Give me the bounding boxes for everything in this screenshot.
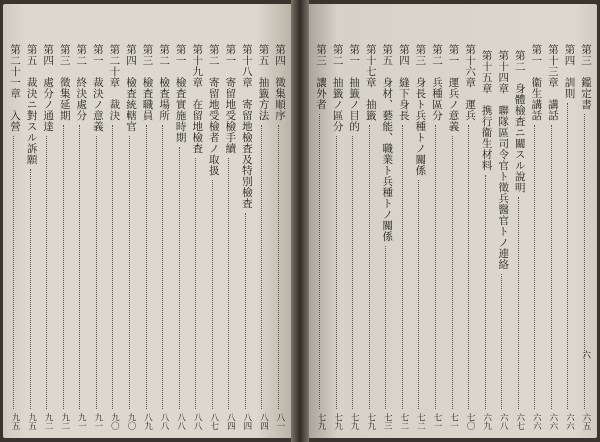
toc-leader-dots xyxy=(278,125,279,409)
toc-entry-title: 第二 抽籤ノ區分 xyxy=(331,44,344,132)
toc-entry xyxy=(462,44,477,430)
toc-entry-title: 第四 訓則 xyxy=(563,44,576,99)
toc-entry-page: 八一 xyxy=(275,413,285,430)
toc-entry-title: 第三 檢査職員 xyxy=(141,44,154,121)
toc-leader-dots xyxy=(567,103,568,409)
toc-entry-page: 六八 xyxy=(498,413,509,430)
toc-entry-title: 第三 徵集延期 xyxy=(58,44,71,121)
toc-entry-title: 第一 抽籤ノ目的 xyxy=(348,44,361,132)
toc-entry-page: 八七 xyxy=(208,413,219,430)
toc-entry-title: 第二 檢査場所 xyxy=(158,44,171,121)
toc-entry-title: 第十六章 運兵 xyxy=(464,44,477,121)
toc-entry-title: 第二十章 裁決 xyxy=(108,44,121,121)
toc-leader-dots xyxy=(584,114,585,409)
toc-leader-dots xyxy=(352,136,353,409)
toc-entry-title: 第二 兵種區分 xyxy=(430,44,443,121)
toc-entry xyxy=(106,44,121,430)
toc-entry-page: 七〇 xyxy=(465,413,476,430)
toc-leader-dots xyxy=(179,147,180,409)
toc-entry-title: 第十九章 在留地檢査 xyxy=(191,44,204,154)
toc-leader-dots xyxy=(212,180,213,409)
toc-entry xyxy=(173,44,188,430)
toc-entry-page: 六六 xyxy=(531,413,542,430)
toc-entry-page: 八八 xyxy=(192,413,203,430)
toc-leader-dots xyxy=(245,213,246,409)
toc-entry xyxy=(561,44,576,430)
toc-entry-page: 七二 xyxy=(415,413,426,430)
toc-entry-page: 九一 xyxy=(92,413,103,430)
toc-entry-page: 六七 xyxy=(514,413,525,430)
toc-entry-page: 七一 xyxy=(448,413,459,430)
toc-entry-page: 六六 xyxy=(547,413,558,430)
toc-entry xyxy=(189,44,204,430)
toc-entry xyxy=(479,44,494,430)
toc-leader-dots xyxy=(501,274,502,409)
toc-entry-title: 第一 衞生講話 xyxy=(530,44,543,121)
toc-entry-title: 第五 身材、藝能、職業ト兵種トノ關係 xyxy=(381,44,394,242)
toc-entry xyxy=(40,44,55,430)
toc-entry-page: 七二 xyxy=(398,413,409,430)
toc-entry xyxy=(24,44,39,430)
toc-entry-page: 六六 xyxy=(564,413,575,430)
toc-entry-page: 八八 xyxy=(159,413,170,430)
toc-entry-title: 第二 身體檢査ニ關スル說明 xyxy=(513,50,526,193)
toc-leader-dots xyxy=(195,158,196,409)
toc-entry xyxy=(73,44,88,430)
toc-leader-dots xyxy=(46,136,47,409)
toc-leader-dots xyxy=(435,125,436,409)
toc-entry-page: 九〇 xyxy=(109,413,120,430)
toc-entry-page: 七九 xyxy=(365,413,376,430)
toc-entry xyxy=(412,44,427,430)
right-toc xyxy=(313,44,593,430)
toc-leader-dots xyxy=(336,136,337,409)
toc-leader-dots xyxy=(418,180,419,409)
toc-entry xyxy=(495,44,510,430)
toc-entry-title: 第一 運兵ノ意義 xyxy=(447,44,460,132)
toc-entry-title: 第三 鑑定書 xyxy=(580,44,592,110)
toc-entry xyxy=(255,44,270,430)
toc-entry-page: 九五 xyxy=(10,413,20,430)
toc-entry xyxy=(330,44,345,430)
toc-leader-dots xyxy=(385,246,386,409)
toc-leader-dots xyxy=(112,125,113,409)
toc-entry xyxy=(363,44,378,430)
toc-entry xyxy=(446,44,461,430)
toc-entry-page: 七三 xyxy=(382,413,393,430)
toc-entry-page: 九二 xyxy=(43,413,54,430)
toc-entry-page: 八四 xyxy=(241,413,252,430)
toc-entry-title: 第十四章 聯隊區司令官ト徵兵醫官トノ連絡 xyxy=(497,50,510,270)
toc-leader-dots xyxy=(518,197,519,409)
toc-entry xyxy=(379,44,394,430)
toc-entry-title: 第二 終決處分 xyxy=(75,44,88,121)
toc-leader-dots xyxy=(129,136,130,409)
toc-leader-dots xyxy=(534,125,535,409)
toc-entry-title: 第一 寄留地受檢手續 xyxy=(224,44,237,154)
toc-entry-title: 第十八章 寄留地檢査及特別檢査 xyxy=(240,44,253,209)
toc-entry-page: 七九 xyxy=(349,413,360,430)
toc-entry-page: 九五 xyxy=(26,413,37,430)
toc-entry-title: 第二十一章 入營 xyxy=(9,44,21,132)
toc-entry-page: 九二 xyxy=(59,413,70,430)
toc-leader-dots xyxy=(319,114,320,409)
toc-leader-dots xyxy=(468,125,469,409)
toc-entry xyxy=(272,44,287,430)
toc-entry-title: 第一 裁決ノ意義 xyxy=(91,44,104,132)
toc-entry xyxy=(90,44,105,430)
toc-entry xyxy=(578,44,593,430)
toc-entry xyxy=(7,44,22,430)
toc-entry xyxy=(57,44,72,430)
toc-entry-page: 八四 xyxy=(225,413,236,430)
book-gutter xyxy=(291,0,309,442)
toc-entry xyxy=(396,44,411,430)
toc-entry-page: 九〇 xyxy=(125,413,136,430)
toc-entry xyxy=(346,44,361,430)
right-folio: 六 xyxy=(581,351,591,361)
toc-entry-title: 第四 縫下身長 xyxy=(397,44,410,121)
toc-entry xyxy=(140,44,155,430)
toc-entry-title: 第四 徵集順序 xyxy=(274,44,286,121)
toc-leader-dots xyxy=(485,175,486,409)
toc-entry-page: 六九 xyxy=(481,413,492,430)
toc-leader-dots xyxy=(96,136,97,409)
left-page xyxy=(3,4,291,438)
toc-entry-page: 七九 xyxy=(332,413,343,430)
toc-leader-dots xyxy=(228,158,229,409)
toc-entry-title: 第三 讓外者 xyxy=(315,44,327,110)
right-page xyxy=(309,4,597,438)
toc-entry xyxy=(429,44,444,430)
toc-entry xyxy=(528,44,543,430)
toc-leader-dots xyxy=(261,125,262,409)
toc-entry xyxy=(512,44,527,430)
toc-entry-title: 第四 處分ノ通達 xyxy=(42,44,55,132)
toc-entry xyxy=(222,44,237,430)
toc-entry-title: 第四 檢査統轄官 xyxy=(124,44,137,132)
toc-leader-dots xyxy=(30,169,31,409)
toc-entry xyxy=(123,44,138,430)
toc-leader-dots xyxy=(402,125,403,409)
toc-entry-page: 八四 xyxy=(258,413,269,430)
toc-entry-page: 八九 xyxy=(142,413,153,430)
toc-entry xyxy=(239,44,254,430)
left-toc xyxy=(7,44,287,430)
toc-leader-dots xyxy=(146,125,147,409)
toc-entry-title: 第十三章 講話 xyxy=(546,44,559,121)
toc-entry-page: 九一 xyxy=(76,413,87,430)
toc-entry-page: 八八 xyxy=(175,413,186,430)
toc-entry-page: 六五 xyxy=(581,413,591,430)
toc-leader-dots xyxy=(369,125,370,409)
toc-leader-dots xyxy=(63,125,64,409)
toc-leader-dots xyxy=(79,125,80,409)
toc-entry-page: 七九 xyxy=(316,413,326,430)
toc-entry-title: 第五 抽籤方法 xyxy=(257,44,270,121)
toc-entry-title: 第三 身長ト兵種トノ關係 xyxy=(414,44,427,176)
toc-entry-title: 第十五章 携行衞生材料 xyxy=(480,50,493,171)
toc-entry xyxy=(313,44,328,430)
toc-leader-dots xyxy=(452,136,453,409)
toc-entry-title: 第五 裁決ニ對スル訴願 xyxy=(25,44,38,165)
toc-entry xyxy=(206,44,221,430)
toc-leader-dots xyxy=(13,136,14,409)
toc-entry xyxy=(545,44,560,430)
toc-entry-page: 七一 xyxy=(431,413,442,430)
toc-entry-title: 第二 寄留地受檢者ノ取扱 xyxy=(207,44,220,176)
toc-entry-title: 第十七章 抽籤 xyxy=(364,44,377,121)
toc-entry-title: 第一 檢査實施時期 xyxy=(174,44,187,143)
toc-leader-dots xyxy=(551,125,552,409)
toc-leader-dots xyxy=(162,125,163,409)
toc-entry xyxy=(156,44,171,430)
